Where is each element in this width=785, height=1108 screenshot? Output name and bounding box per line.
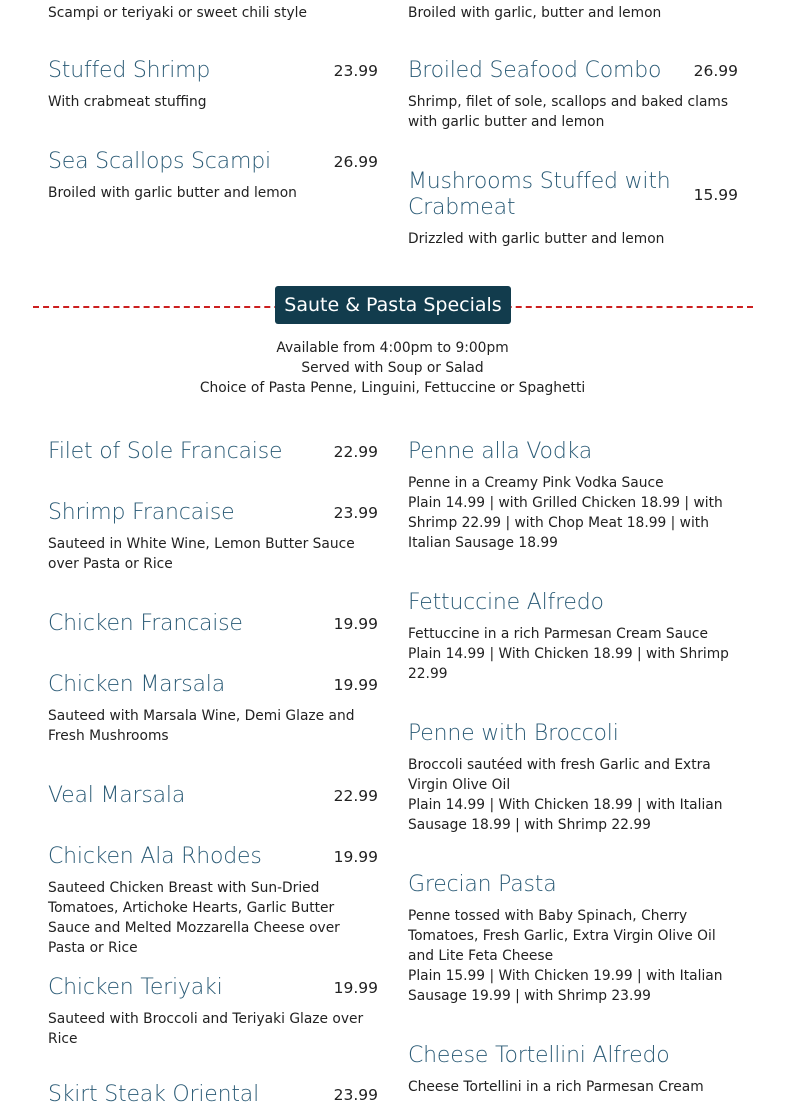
- menu-item: [408, 439, 738, 553]
- item-description: Drizzled with garlic butter and lemon: [408, 231, 665, 247]
- menu-item: [408, 721, 738, 835]
- menu-item: [408, 169, 738, 249]
- item-description: Cheese Tortellini in a rich Parmesan Cream: [408, 1079, 704, 1095]
- item-price: 22.99: [333, 443, 378, 461]
- menu-item: [48, 611, 378, 637]
- item-name: Penne alla Vodka: [408, 439, 593, 464]
- menu-item: [48, 439, 378, 465]
- item-description: With crabmeat stuffing: [48, 94, 207, 110]
- item-description: Penne in a Creamy Pink Vodka Sauce Plain 14.99 | with Grilled Chicken 18.99 | with Shrimp 22.99 | with Chop Meat 18.99 | with Italian Sausage 18.99: [408, 475, 723, 551]
- item-description: Sauteed Chicken Breast with Sun-Dried Tomatoes, Artichoke Hearts, Garlic Butter Sauce and Melted Mozzarella Cheese over Pasta or Rice: [48, 880, 340, 956]
- item-description: Broiled with garlic butter and lemon: [48, 185, 297, 201]
- menu-item: [48, 149, 378, 203]
- item-price: 26.99: [693, 62, 738, 80]
- menu-item: [48, 58, 378, 112]
- item-price: 23.99: [333, 62, 378, 80]
- section-title: Saute & Pasta Specials: [275, 286, 511, 324]
- section-note: Available from 4:00pm to 9:00pm: [276, 340, 509, 356]
- item-name: Fettuccine Alfredo: [408, 590, 604, 615]
- item-name: Stuffed Shrimp: [48, 58, 211, 83]
- item-name: Chicken Teriyaki: [48, 975, 223, 1000]
- item-description: Penne tossed with Baby Spinach, Cherry Tomatoes, Fresh Garlic, Extra Virgin Olive Oil and Lite Feta Cheese Plain 15.99 | With Chicken 19.99 | with Italian Sausage 19.99 | with Shrimp 23.99: [408, 908, 723, 1004]
- item-price: 19.99: [333, 615, 378, 633]
- menu-item: [408, 590, 738, 684]
- item-name: Shrimp Francaise: [48, 500, 235, 525]
- item-price: 23.99: [333, 1086, 378, 1104]
- item-description: Sauteed with Marsala Wine, Demi Glaze and Fresh Mushrooms: [48, 708, 355, 744]
- menu-item: [48, 672, 378, 746]
- item-description: Scampi or teriyaki or sweet chili style: [48, 5, 307, 21]
- item-name: Chicken Francaise: [48, 611, 243, 636]
- item-description: Broiled with garlic, butter and lemon: [408, 5, 662, 21]
- item-description: Fettuccine in a rich Parmesan Cream Sauce Plain 14.99 | With Chicken 18.99 | with Shrimp 22.99: [408, 626, 729, 682]
- item-name: Sea Scallops Scampi: [48, 149, 271, 174]
- item-name: Broiled Seafood Combo: [408, 58, 662, 83]
- menu-item: [48, 783, 378, 809]
- menu-item: [48, 500, 378, 574]
- item-description: Broccoli sautéed with fresh Garlic and Extra Virgin Olive Oil Plain 14.99 | With Chicken 18.99 | with Italian Sausage 18.99 | with Shrimp 22.99: [408, 757, 723, 833]
- menu-item: [48, 844, 378, 958]
- item-price: 19.99: [333, 676, 378, 694]
- item-description: Sauteed in White Wine, Lemon Butter Sauce over Pasta or Rice: [48, 536, 355, 572]
- menu-item: [408, 872, 738, 1006]
- item-price: 19.99: [333, 979, 378, 997]
- menu-item: [408, 3, 738, 23]
- item-name: Skirt Steak Oriental: [48, 1082, 259, 1107]
- menu-item: [408, 1043, 738, 1097]
- section-note: Served with Soup or Salad: [301, 360, 484, 376]
- item-name: Chicken Marsala: [48, 672, 225, 697]
- item-description: Shrimp, filet of sole, scallops and baked clams with garlic butter and lemon: [408, 94, 729, 130]
- item-price: 22.99: [333, 787, 378, 805]
- item-price: 23.99: [333, 504, 378, 522]
- menu-item: [408, 58, 738, 132]
- item-description: Sauteed with Broccoli and Teriyaki Glaze over Rice: [48, 1011, 364, 1047]
- menu-item: [48, 975, 378, 1049]
- item-price: 15.99: [693, 186, 738, 204]
- item-name: Mushrooms Stuffed with Crabmeat: [408, 169, 671, 220]
- item-name: Penne with Broccoli: [408, 721, 619, 746]
- item-name: Chicken Ala Rhodes: [48, 844, 262, 869]
- item-name: Filet of Sole Francaise: [48, 439, 283, 464]
- item-price: 19.99: [333, 848, 378, 866]
- item-name: Veal Marsala: [48, 783, 186, 808]
- item-price: 26.99: [333, 153, 378, 171]
- menu-item: [48, 3, 378, 23]
- item-name: Cheese Tortellini Alfredo: [408, 1043, 670, 1068]
- item-name: Grecian Pasta: [408, 872, 557, 897]
- section-notes: [0, 338, 785, 398]
- section-note: Choice of Pasta Penne, Linguini, Fettuccine or Spaghetti: [199, 380, 586, 396]
- menu-item: [48, 1082, 378, 1108]
